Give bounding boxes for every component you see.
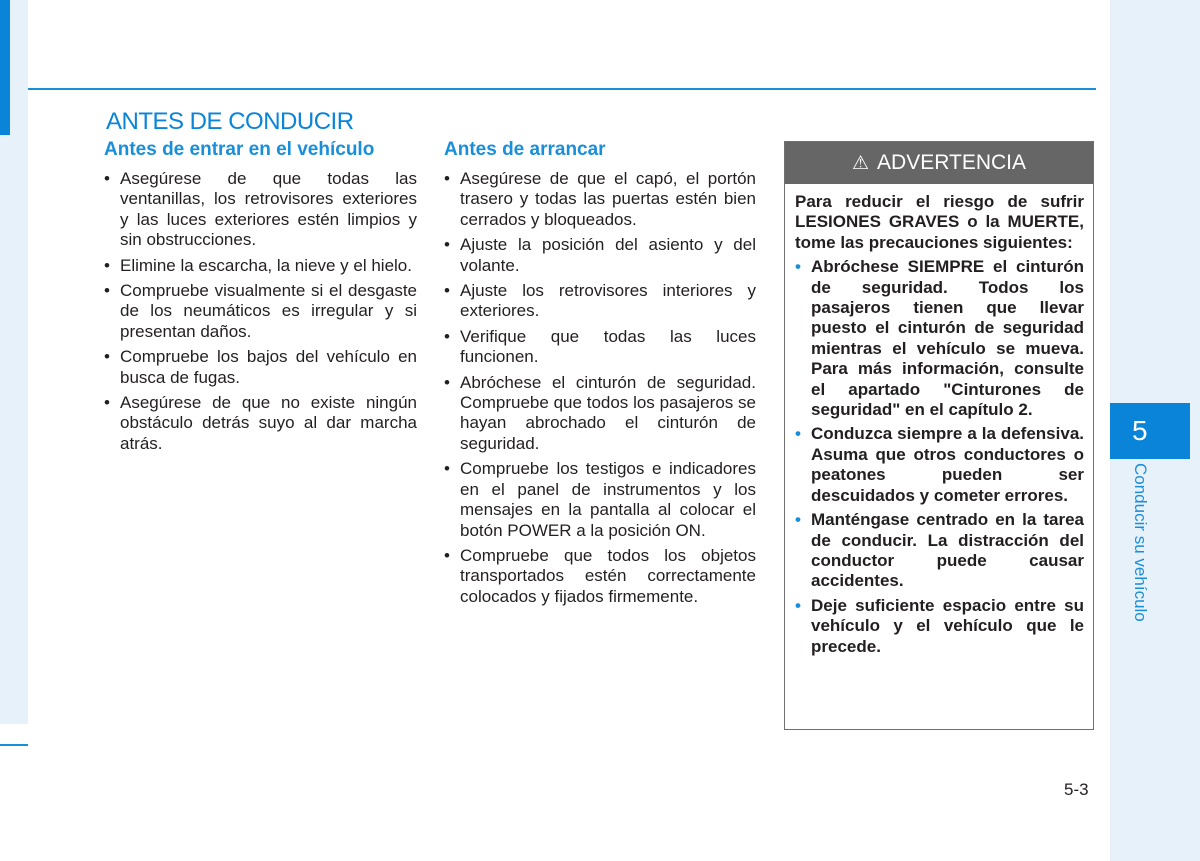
warning-title: ADVERTENCIA	[877, 151, 1027, 174]
warning-item	[795, 257, 1084, 420]
warning-item-text: Conduzca siempre a la defensiva. Asuma que otros conductores o peatones pueden ser descuidados y cometer errores.	[811, 424, 1084, 505]
column-before-entering	[104, 138, 417, 459]
bullet-icon: •	[444, 459, 450, 479]
warning-body	[785, 184, 1093, 657]
list-item	[104, 393, 417, 454]
header-rule	[28, 88, 1096, 90]
bullet-icon: •	[444, 169, 450, 188]
left-accent-bar	[0, 0, 10, 135]
list-item-text: Ajuste la posición del asiento y del volante.	[460, 235, 756, 275]
list-item-text: Compruebe los testigos e indicadores en el panel de instrumentos y los mensajes en la pantalla al colocar el botón POWER a la posición ON.	[460, 459, 756, 540]
list-item	[444, 459, 756, 541]
bullet-icon: •	[104, 255, 110, 275]
column-heading: Antes de arrancar	[444, 139, 606, 160]
column-before-starting	[444, 138, 756, 612]
list-item-text: Asegúrese de que no existe ningún obstáculo detrás suyo al dar marcha atrás.	[120, 393, 417, 453]
list-item-text: Compruebe visualmente si el desgaste de los neumáticos es irregular y si presentan daños.	[120, 281, 417, 341]
left-margin-rule	[0, 744, 28, 746]
page-number: 5-3	[1064, 780, 1089, 799]
warning-item	[795, 424, 1084, 506]
warning-item-text: Manténgase centrado en la tarea de conducir. La distracción del conductor puede causar accidentes.	[811, 510, 1084, 591]
list-item	[444, 546, 756, 607]
list-item-text: Compruebe que todos los objetos transportados estén correctamente colocados y fijados firmemente.	[460, 545, 756, 606]
column-heading: Antes de entrar en el vehículo	[104, 139, 375, 160]
bullet-icon: •	[104, 347, 110, 367]
warning-list	[795, 257, 1084, 657]
list-item	[104, 281, 417, 342]
warning-item-text: Abróchese SIEMPRE el cinturón de seguridad. Todos los pasajeros tienen que llevar puesto el cinturón de seguridad mientras el vehículo se mueva. Para más información, consulte el apartado "Cinturones de seguridad" en el capítulo 2.	[811, 257, 1084, 420]
bullet-icon: •	[444, 235, 450, 255]
bullet-icon: •	[104, 393, 110, 413]
warning-intro: Para reducir el riesgo de sufrir LESIONES GRAVES o la MUERTE, tome las precauciones siguientes:	[795, 192, 1084, 252]
chapter-label: Conducir su vehículo	[1131, 463, 1150, 622]
list-item	[104, 169, 417, 251]
list-item-text: Compruebe los bajos del vehículo en busca de fugas.	[120, 347, 417, 387]
warning-header	[785, 142, 1093, 184]
bullet-icon: •	[104, 169, 110, 188]
list-item	[444, 327, 756, 368]
list-item	[444, 373, 756, 455]
bullet-icon: •	[795, 595, 801, 615]
warning-item	[795, 596, 1084, 657]
chapter-number-tab[interactable]: 5	[1110, 403, 1190, 459]
list-item-text: Abróchese el cinturón de seguridad. Compruebe que todos los pasajeros se hayan abrochado el cinturón de seguridad.	[460, 372, 756, 453]
list-item-text: Verifique que todas las luces funcionen.	[460, 326, 756, 367]
list-item	[444, 281, 756, 322]
warning-item-text: Deje suficiente espacio entre su vehículo y el vehículo que le precede.	[811, 595, 1084, 656]
list-item-text: Asegúrese de que el capó, el portón trasero y todas las puertas estén bien cerrados y bloqueados.	[460, 169, 756, 229]
bullet-icon: •	[795, 510, 801, 530]
list-item-text: Ajuste los retrovisores interiores y exteriores.	[460, 281, 756, 321]
list-item	[444, 235, 756, 276]
bullet-icon: •	[444, 281, 450, 301]
bullet-icon: •	[444, 372, 450, 392]
list-item	[444, 169, 756, 230]
list-item	[104, 347, 417, 388]
list-item-text: Elimine la escarcha, la nieve y el hielo.	[120, 255, 412, 275]
bullet-icon: •	[795, 257, 801, 277]
bullet-icon: •	[795, 424, 801, 444]
bullet-icon: •	[104, 281, 110, 301]
checklist	[104, 169, 417, 454]
warning-box	[784, 141, 1094, 730]
warning-item	[795, 510, 1084, 592]
checklist	[444, 169, 756, 607]
bullet-icon: •	[444, 326, 450, 346]
warning-triangle-icon: ⚠	[851, 153, 870, 174]
bullet-icon: •	[444, 545, 450, 565]
list-item	[104, 256, 417, 276]
list-item-text: Asegúrese de que todas las ventanillas, los retrovisores exteriores y las luces exteriores estén limpios y sin obstrucciones.	[120, 169, 417, 250]
section-title: ANTES DE CONDUCIR	[106, 108, 354, 135]
